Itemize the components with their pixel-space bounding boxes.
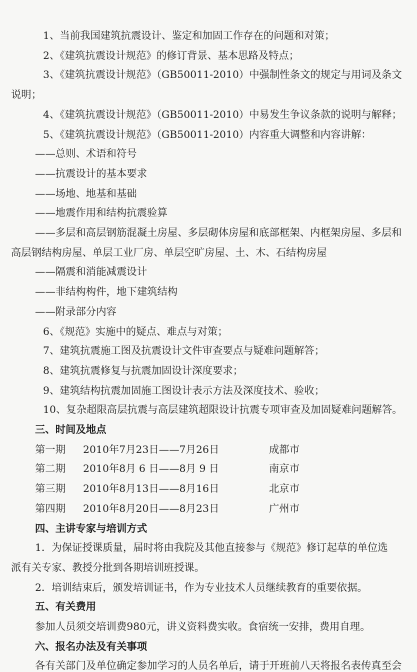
schedule-dates: 2010年8月 6 日——8月 9 日 xyxy=(83,464,220,476)
schedule-dates: 2010年7月23日——7月26日 xyxy=(83,444,220,456)
item-7: 7、建筑抗震施工图及抗震设计文件审查要点与疑难问题解答； xyxy=(43,346,325,358)
item-9: 9、建筑结构抗震加固施工图设计表示方法及深度技术、验收； xyxy=(43,385,325,397)
item-3: 3、《建筑抗震设计规范》（GB50011-2010）中强制性条文的规定与用词及条文 xyxy=(43,70,402,82)
section-6-line: 各有关部门及单位确定参加学习的人员名单后，请于开班前八天将报名表传真至会 xyxy=(35,661,402,672)
section-5-line: 参加人员须交培训费980元，讲义资料费实收。食宿统一安排，费用自理。 xyxy=(35,622,371,633)
sub-item: ——总则、术语和符号 xyxy=(35,149,137,161)
schedule-city: 成都市 xyxy=(269,444,300,456)
sub-item: ——抗震设计的基本要求 xyxy=(35,168,148,180)
schedule-city: 南京市 xyxy=(269,464,300,476)
schedule-row xyxy=(35,500,300,515)
item-3-cont: 说明； xyxy=(11,90,42,102)
sub-item: ——多层和高层钢筋混凝土房屋、多层砌体房屋和底部框架、内框架房屋、多层和 xyxy=(35,228,402,239)
item-5: 5、《建筑抗震设计规范》（GB50011-2010）内容重大调整和内容讲解： xyxy=(43,129,372,141)
sub-item-cont: 高层钢结构房屋、单层工业厂房、单层空旷房屋、土、木、石结构房屋 xyxy=(11,247,327,259)
section-4-line: 1．为保证授课质量，届时将由我院及其他直接参与《规范》修订起草的单位选 xyxy=(35,543,388,555)
item-1: 1、当前我国建筑抗震设计、鉴定和加固工作存在的问题和对策； xyxy=(43,31,335,42)
schedule-period: 第三期 xyxy=(35,484,66,496)
schedule-period: 第二期 xyxy=(35,464,66,476)
section-3-heading: 三、时间及地点 xyxy=(35,425,107,436)
section-4-line: 2．培训结束后，颁发培训证书，作为专业技术人员继续教育的重要依据。 xyxy=(35,582,368,594)
item-10: 10、复杂超限高层抗震与高层建筑超限设计抗震专项审查及加固疑难问题解答。 xyxy=(43,405,403,417)
schedule-row xyxy=(35,441,300,456)
schedule-dates: 2010年8月13日——8月16日 xyxy=(83,484,220,496)
section-6-heading: 六、报名办法及有关事项 xyxy=(35,641,148,653)
item-8: 8、建筑抗震修复与抗震加固设计深度要求； xyxy=(43,365,244,377)
section-5-heading: 五、有关费用 xyxy=(35,602,97,614)
item-4: 4、《建筑抗震设计规范》（GB50011-2010）中易发生争议条款的说明与解释； xyxy=(43,109,402,121)
sub-item: ——地震作用和结构抗震验算 xyxy=(35,208,168,220)
item-6: 6、《规范》实施中的疑点、难点与对策； xyxy=(43,326,228,338)
sub-item: ——隔震和消能减震设计 xyxy=(35,267,148,279)
item-2: 2、《建筑抗震设计规范》的修订背景、基本思路及特点； xyxy=(43,50,300,62)
schedule-row xyxy=(35,460,300,475)
sub-item: ——附录部分内容 xyxy=(35,306,117,318)
schedule-city: 北京市 xyxy=(269,484,300,496)
section-4-heading: 四、主讲专家与培训方式 xyxy=(35,523,148,535)
schedule-row xyxy=(35,480,300,495)
schedule-dates: 2010年8月20日——8月23日 xyxy=(83,503,220,515)
schedule-period: 第一期 xyxy=(35,444,66,456)
sub-item: ——非结构构件，地下建筑结构 xyxy=(35,287,178,299)
section-4-line: 派有关专家、教授分批到各期培训班授课。 xyxy=(11,562,205,574)
schedule-city: 广州市 xyxy=(269,503,300,515)
schedule-period: 第四期 xyxy=(35,503,66,515)
sub-item: ——场地、地基和基础 xyxy=(35,188,137,200)
